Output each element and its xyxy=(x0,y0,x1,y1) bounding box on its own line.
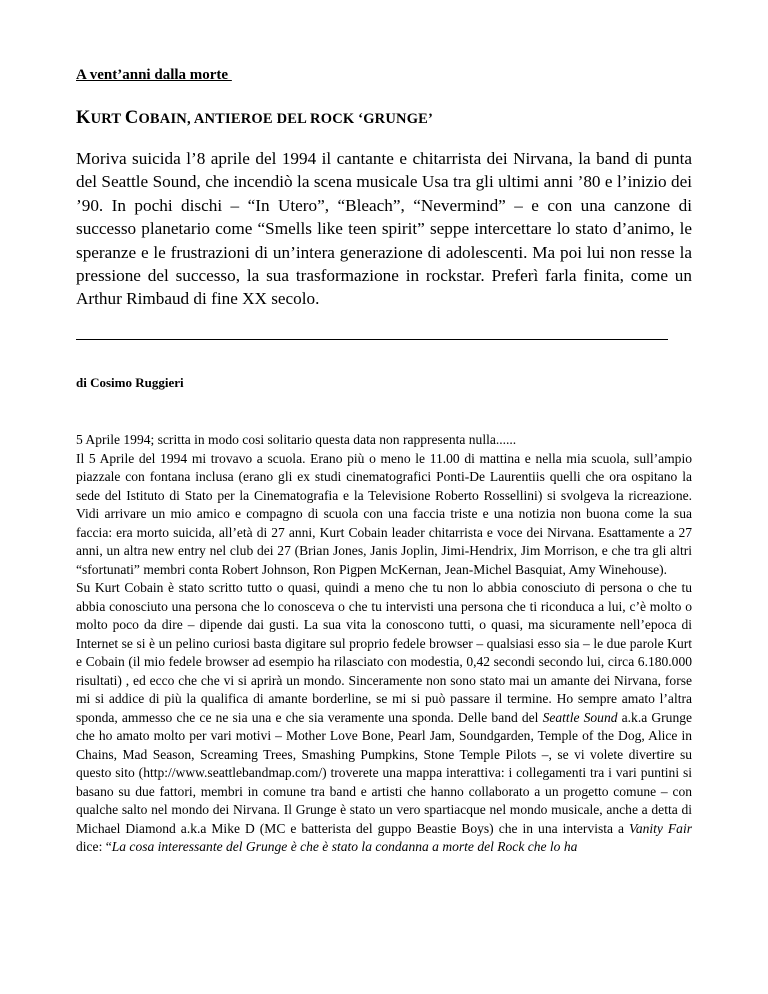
article-lede: Moriva suicida l’8 aprile del 1994 il cantante e chitarrista dei Nirvana, la band di punta del Seattle Sound, che incendiò la scena musicale Usa tra gli ultimi anni ’80 e l’inizio dei ’90. In pochi dischi – “In Utero”, “Bleach”, “Nevermind” – e con una canzone di successo planetario come “Smells like teen spirit” seppe intercettare lo stato d’animo, le speranze e le frustrazioni di un’intera generazione di adolescenti. Ma poi lui non resse la pressione del successo, la sua trasformazione in rockstar. Preferì farla finita, come un Arthur Rimbaud di fine XX secolo. xyxy=(76,149,692,309)
separator-rule xyxy=(76,339,668,340)
body-paragraph-grunge: Su Kurt Cobain è stato scritto tutto o quasi, quindi a meno che tu non lo abbia conosciuto di persona o che tu abbia conosciuto una persona che lo conosceva o che tu intervisti una persona che ti riconduca a lui, c’è molto o molto poco da dire – dipende dai gusti. La sua vita la conoscono tutti, o quasi, ma sicuramente nell’epoca di Internet se si è un pelino curiosi basta digitare sul proprio fedele browser – qualsiasi esso sia – le due parole Kurt e Cobain (il mio fedele browser ad esempio ha rilasciato con modestia, 0,42 secondi secondo lui, circa 6.180.000 risultati) , ed ecco che che vi si aprirà un mondo. Sinceramente non sono stato mai un amante dei Nirvana, forse mi si addice di più la qualifica di amante borderline, se mi si può passare il termine. Ho sempre amato l’altra sponda, ammesso che ce ne sia una e che sia veramente una sponda. Delle band del Seattle Sound a.k.a Grunge che ho amato molto per vari motivi – Mother Love Bone, Pearl Jam, Soundgarden, Temple of the Dog, Alice in Chains, Mad Season, Screaming Trees, Smashing Pumpkins, Stone Temple Pilots –, se vi volete divertire su questo sito (http://www.seattlebandmap.com/) troverete una mappa interattiva: i collegamenti tra i vari puntini si basano su due fattori, membri in comune tra band e artisti che hanno collaborato a un progetto comune – con qualche salto nel mondo dei Nirvana. Il Grunge è stato un vero spartiacque nel mondo musicale, anche a detta di Michael Diamond a.k.a Mike D (MC e batterista del guppo Beastie Boys) che in una intervista a Vanity Fair dice: “La cosa interessante del Grunge è che è stato la condanna a morte del Rock che lo ha xyxy=(76,580,692,854)
article-headline: KURT COBAIN, ANTIEROE DEL ROCK ‘GRUNGE’ xyxy=(76,108,434,128)
author-byline: di Cosimo Ruggieri xyxy=(76,375,184,390)
body-paragraph-date: 5 Aprile 1994; scritta in modo cosi solitario questa data non rappresenta nulla...... xyxy=(76,432,517,447)
article-body xyxy=(76,431,692,857)
body-paragraph-school: Il 5 Aprile del 1994 mi trovavo a scuola. Erano più o meno le 11.00 di mattina e nella mia scuola, sull’ampio piazzale con fontana inclusa (erano gli ex studi cinematografici Ponti-De Laurentiis quelli che ora ospitano la sede del Istituto di Stato per la Cinematografia e la Televisione Roberto Rossellini) si svolgeva la ricreazione. Vidi arrivare un mio amico e compagno di scuola con una faccia triste e una notizia non buona come la sua faccia: era morto suicida, all’età di 27 anni, Kurt Cobain leader chitarrista e voce dei Nirvana. Esattamente a 27 anni, un altra new entry nel club dei 27 (Brian Jones, Janis Joplin, Jimi-Hendrix, Jim Morrison, e che tra gli altri “sfortunati” membri conta Robert Johnson, Ron Pigpen McKernan, Jean-Michel Basquiat, Amy Winehouse). xyxy=(76,450,692,577)
article-kicker: A vent’anni dalla morte xyxy=(76,67,232,83)
